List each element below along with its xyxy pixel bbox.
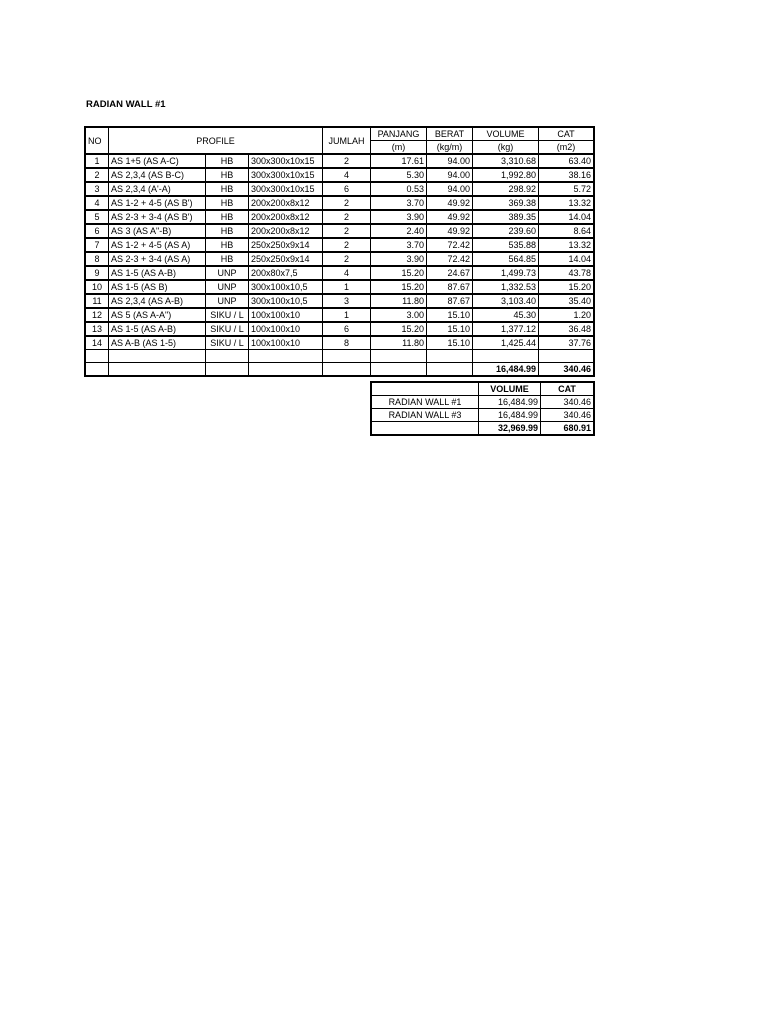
row-no: 5 (86, 210, 109, 224)
row-as: AS 2,3,4 (A'-A) (109, 182, 206, 196)
row-volume: 298.92 (473, 182, 539, 196)
row-no: 3 (86, 182, 109, 196)
row-panjang: 2.40 (371, 224, 427, 238)
row-volume: 45.30 (473, 308, 539, 322)
row-cat: 14.04 (539, 210, 594, 224)
row-berat: 94.00 (427, 182, 473, 196)
row-cat: 14.04 (539, 252, 594, 266)
row-type: HB (206, 238, 249, 252)
page-title: RADIAN WALL #1 (86, 99, 166, 110)
row-jumlah: 8 (323, 336, 371, 350)
row-jumlah: 4 (323, 266, 371, 280)
row-panjang: 15.20 (371, 266, 427, 280)
row-jumlah: 6 (323, 322, 371, 336)
row-volume: 239.60 (473, 224, 539, 238)
row-panjang: 0.53 (371, 182, 427, 196)
row-size: 200x200x8x12 (249, 224, 323, 238)
col-header-jumlah: JUMLAH (323, 128, 371, 155)
row-no: 1 (86, 154, 109, 168)
row-berat: 24.67 (427, 266, 473, 280)
table-row (86, 224, 594, 238)
row-volume: 564.85 (473, 252, 539, 266)
row-no: 9 (86, 266, 109, 280)
row-volume: 1,377.12 (473, 322, 539, 336)
row-as: AS 1-5 (AS A-B) (109, 266, 206, 280)
row-volume: 369.38 (473, 196, 539, 210)
row-berat: 72.42 (427, 252, 473, 266)
row-jumlah: 6 (323, 182, 371, 196)
row-cat: 8.64 (539, 224, 594, 238)
row-cat: 37.76 (539, 336, 594, 350)
row-cat: 38.16 (539, 168, 594, 182)
row-as: AS A-B (AS 1-5) (109, 336, 206, 350)
row-jumlah: 2 (323, 210, 371, 224)
row-berat: 49.92 (427, 196, 473, 210)
row-size: 300x100x10,5 (249, 280, 323, 294)
profile-table (85, 127, 594, 376)
row-as: AS 5 (AS A-A") (109, 308, 206, 322)
row-berat: 72.42 (427, 238, 473, 252)
row-type: HB (206, 168, 249, 182)
row-volume: 389.35 (473, 210, 539, 224)
empty-row (86, 350, 594, 363)
row-panjang: 5.30 (371, 168, 427, 182)
row-panjang: 3.70 (371, 238, 427, 252)
row-type: HB (206, 196, 249, 210)
row-type: UNP (206, 280, 249, 294)
row-berat: 15.10 (427, 336, 473, 350)
row-no: 11 (86, 294, 109, 308)
row-type: UNP (206, 266, 249, 280)
row-no: 14 (86, 336, 109, 350)
table-row (86, 252, 594, 266)
row-no: 2 (86, 168, 109, 182)
summary-table (371, 382, 594, 435)
row-no: 13 (86, 322, 109, 336)
row-as: AS 2,3,4 (AS A-B) (109, 294, 206, 308)
row-as: AS 2-3 + 3-4 (AS A) (109, 252, 206, 266)
table-row (86, 336, 594, 350)
row-cat: 43.78 (539, 266, 594, 280)
table-row (86, 154, 594, 168)
row-volume: 1,992.80 (473, 168, 539, 182)
total-row (86, 363, 594, 376)
row-as: AS 3 (AS A"-B) (109, 224, 206, 238)
row-volume: 3,103.40 (473, 294, 539, 308)
row-size: 200x200x8x12 (249, 210, 323, 224)
row-jumlah: 3 (323, 294, 371, 308)
row-jumlah: 4 (323, 168, 371, 182)
row-berat: 49.92 (427, 210, 473, 224)
row-size: 250x250x9x14 (249, 252, 323, 266)
col-header-cat: CAT (539, 128, 594, 141)
summary-cat: 340.46 (541, 396, 594, 409)
summary-row (372, 409, 594, 422)
row-jumlah: 2 (323, 154, 371, 168)
table-row (86, 238, 594, 252)
row-berat: 87.67 (427, 280, 473, 294)
row-size: 250x250x9x14 (249, 238, 323, 252)
row-cat: 5.72 (539, 182, 594, 196)
row-jumlah: 2 (323, 252, 371, 266)
row-as: AS 1-2 + 4-5 (AS B') (109, 196, 206, 210)
col-header-volume: VOLUME (473, 128, 539, 141)
row-panjang: 15.20 (371, 280, 427, 294)
summary-total-row (372, 422, 594, 435)
row-size: 100x100x10 (249, 322, 323, 336)
row-berat: 15.10 (427, 308, 473, 322)
table-row (86, 210, 594, 224)
summary-cat: 340.46 (541, 409, 594, 422)
header-row (86, 128, 594, 141)
row-cat: 35.40 (539, 294, 594, 308)
summary-label: RADIAN WALL #3 (372, 409, 479, 422)
row-size: 100x100x10 (249, 336, 323, 350)
row-as: AS 1-5 (AS B) (109, 280, 206, 294)
summary-col-volume: VOLUME (479, 383, 541, 396)
row-cat: 36.48 (539, 322, 594, 336)
summary-header-row (372, 383, 594, 396)
row-no: 6 (86, 224, 109, 238)
total-volume: 16,484.99 (473, 363, 539, 376)
row-volume: 535.88 (473, 238, 539, 252)
table-row (86, 322, 594, 336)
col-header-profile: PROFILE (109, 128, 323, 155)
row-jumlah: 2 (323, 224, 371, 238)
unit-berat: (kg/m) (427, 141, 473, 155)
row-size: 300x300x10x15 (249, 154, 323, 168)
summary-volume: 16,484.99 (479, 396, 541, 409)
unit-volume: (kg) (473, 141, 539, 155)
row-cat: 1.20 (539, 308, 594, 322)
row-panjang: 11.80 (371, 294, 427, 308)
row-size: 200x200x8x12 (249, 196, 323, 210)
summary-row (372, 396, 594, 409)
row-panjang: 17.61 (371, 154, 427, 168)
row-berat: 15.10 (427, 322, 473, 336)
row-type: UNP (206, 294, 249, 308)
row-type: HB (206, 154, 249, 168)
table-row (86, 280, 594, 294)
table-row (86, 294, 594, 308)
table-row (86, 182, 594, 196)
row-type: HB (206, 182, 249, 196)
row-type: HB (206, 210, 249, 224)
row-no: 7 (86, 238, 109, 252)
row-volume: 1,425.44 (473, 336, 539, 350)
total-cat: 340.46 (539, 363, 594, 376)
col-header-no: NO (86, 128, 109, 155)
row-berat: 94.00 (427, 168, 473, 182)
row-as: AS 1-5 (AS A-B) (109, 322, 206, 336)
row-cat: 13.32 (539, 196, 594, 210)
row-jumlah: 2 (323, 238, 371, 252)
row-cat: 15.20 (539, 280, 594, 294)
row-volume: 1,499.73 (473, 266, 539, 280)
row-berat: 49.92 (427, 224, 473, 238)
table-row (86, 168, 594, 182)
unit-cat: (m2) (539, 141, 594, 155)
row-as: AS 2-3 + 3-4 (AS B') (109, 210, 206, 224)
row-panjang: 3.00 (371, 308, 427, 322)
row-size: 300x300x10x15 (249, 182, 323, 196)
unit-panjang: (m) (371, 141, 427, 155)
row-type: SIKU / L (206, 308, 249, 322)
row-type: SIKU / L (206, 322, 249, 336)
row-jumlah: 1 (323, 280, 371, 294)
col-header-panjang: PANJANG (371, 128, 427, 141)
col-header-berat: BERAT (427, 128, 473, 141)
row-as: AS 1+5 (AS A-C) (109, 154, 206, 168)
row-panjang: 3.90 (371, 210, 427, 224)
row-panjang: 15.20 (371, 322, 427, 336)
row-berat: 94.00 (427, 154, 473, 168)
row-as: AS 2,3,4 (AS B-C) (109, 168, 206, 182)
row-no: 10 (86, 280, 109, 294)
table-row (86, 308, 594, 322)
row-volume: 1,332.53 (473, 280, 539, 294)
row-jumlah: 1 (323, 308, 371, 322)
summary-label: RADIAN WALL #1 (372, 396, 479, 409)
table-row (86, 266, 594, 280)
row-volume: 3,310.68 (473, 154, 539, 168)
row-no: 8 (86, 252, 109, 266)
row-size: 300x300x10x15 (249, 168, 323, 182)
row-type: SIKU / L (206, 336, 249, 350)
row-size: 200x80x7,5 (249, 266, 323, 280)
summary-volume: 16,484.99 (479, 409, 541, 422)
row-panjang: 3.70 (371, 196, 427, 210)
row-panjang: 11.80 (371, 336, 427, 350)
table-row (86, 196, 594, 210)
row-no: 4 (86, 196, 109, 210)
row-cat: 63.40 (539, 154, 594, 168)
row-size: 100x100x10 (249, 308, 323, 322)
row-type: HB (206, 252, 249, 266)
row-jumlah: 2 (323, 196, 371, 210)
summary-total-cat: 680.91 (541, 422, 594, 435)
row-type: HB (206, 224, 249, 238)
row-cat: 13.32 (539, 238, 594, 252)
summary-total-volume: 32,969.99 (479, 422, 541, 435)
row-as: AS 1-2 + 4-5 (AS A) (109, 238, 206, 252)
row-berat: 87.67 (427, 294, 473, 308)
row-panjang: 3.90 (371, 252, 427, 266)
row-no: 12 (86, 308, 109, 322)
row-size: 300x100x10,5 (249, 294, 323, 308)
summary-col-cat: CAT (541, 383, 594, 396)
